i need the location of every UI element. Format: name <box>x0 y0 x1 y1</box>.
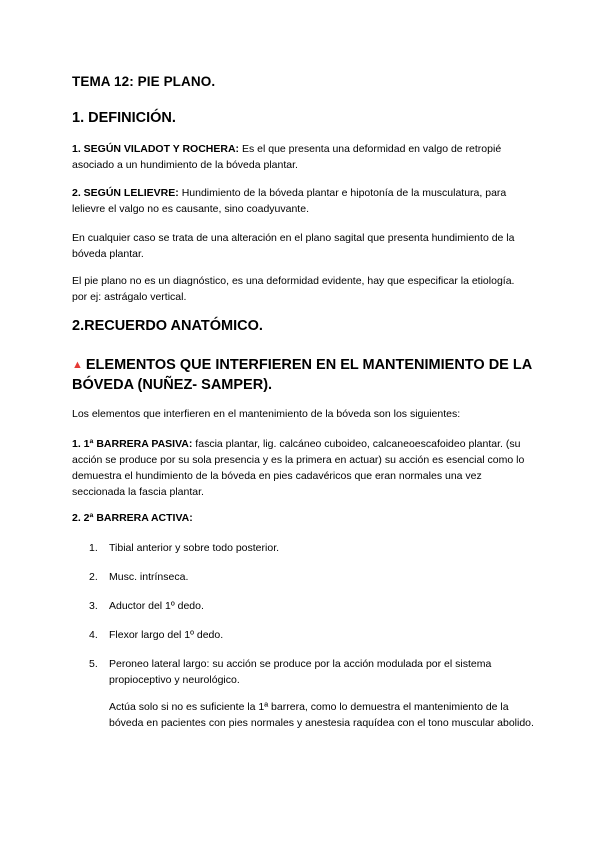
list-number: 2. <box>89 571 98 583</box>
closing-paragraph: Actúa solo si no es suficiente la 1ª barrera, como lo demuestra el mantenimiento de la bóveda en pacientes con pies normales y anestesia raquídea con el tono muscular abolido. <box>109 701 534 729</box>
list-item <box>89 540 529 556</box>
list-number: 4. <box>89 629 98 641</box>
section-heading-definicion: 1. DEFINICIÓN. <box>72 110 176 126</box>
list-item <box>89 656 529 688</box>
definition-lelievre-text: Hundimiento de la bóveda plantar e hipotonía de la musculatura, para lelievre el valgo no es causante, sino coadyuvante. <box>72 187 507 215</box>
document-title: TEMA 12: PIE PLANO. <box>72 74 216 89</box>
red-triangle-icon: ▲ <box>72 359 83 371</box>
section-heading-elementos <box>72 356 532 395</box>
intro-paragraph: Los elementos que interfieren en el mantenimiento de la bóveda son los siguientes: <box>72 408 461 420</box>
list-text: Peroneo lateral largo: su acción se produce por la acción modulada por el sistema propioceptivo y neurológico. <box>109 658 492 686</box>
list-item <box>89 598 529 614</box>
section-heading-recuerdo: 2.RECUERDO ANATÓMICO. <box>72 318 263 334</box>
barrier-passive <box>72 436 532 500</box>
list-number: 3. <box>89 600 98 612</box>
definition-viladot-text: Es el que presenta una deformidad en valgo de retropié asociado a un hundimiento de la bóveda plantar. <box>72 143 502 171</box>
list-text: Tibial anterior y sobre todo posterior. <box>109 542 280 554</box>
list-item <box>89 627 529 643</box>
paragraph-diagnostico: El pie plano no es un diagnóstico, es una deformidad evidente, hay que especificar la etiología. por ej: astrágalo vertical. <box>72 275 515 303</box>
barrier-passive-text: fascia plantar, lig. calcáneo cuboideo, calcaneoescafoideo plantar. (su acción se produce por su sola presencia y es la primera en actuar) su acción es esencial como lo demuestra el hundimiento de la bóveda en pies cadavéricos que eran normales una vez seccionada la fascia plantar. <box>72 438 525 498</box>
section-heading-elementos-text: ELEMENTOS QUE INTERFIEREN EN EL MANTENIMIENTO DE LA BÓVEDA (NUÑEZ- SAMPER). <box>72 357 532 393</box>
definition-viladot-label: 1. SEGÚN VILADOT Y ROCHERA: <box>72 143 240 155</box>
list-number: 5. <box>89 658 98 670</box>
list-text: Aductor del 1º dedo. <box>109 600 204 612</box>
list-text: Flexor largo del 1º dedo. <box>109 629 224 641</box>
definition-viladot <box>72 141 532 173</box>
paragraph-sagital: En cualquier caso se trata de una alteración en el plano sagital que presenta hundimiento de la bóveda plantar. <box>72 232 515 260</box>
barrier-active-label: 2. 2ª BARRERA ACTIVA: <box>72 512 193 524</box>
barrier-passive-label: 1. 1ª BARRERA PASIVA: <box>72 438 193 450</box>
definition-lelievre-label: 2. SEGÚN LELIEVRE: <box>72 187 179 199</box>
list-item <box>89 569 529 585</box>
list-number: 1. <box>89 542 98 554</box>
list-text: Musc. intrínseca. <box>109 571 189 583</box>
definition-lelievre <box>72 185 532 217</box>
